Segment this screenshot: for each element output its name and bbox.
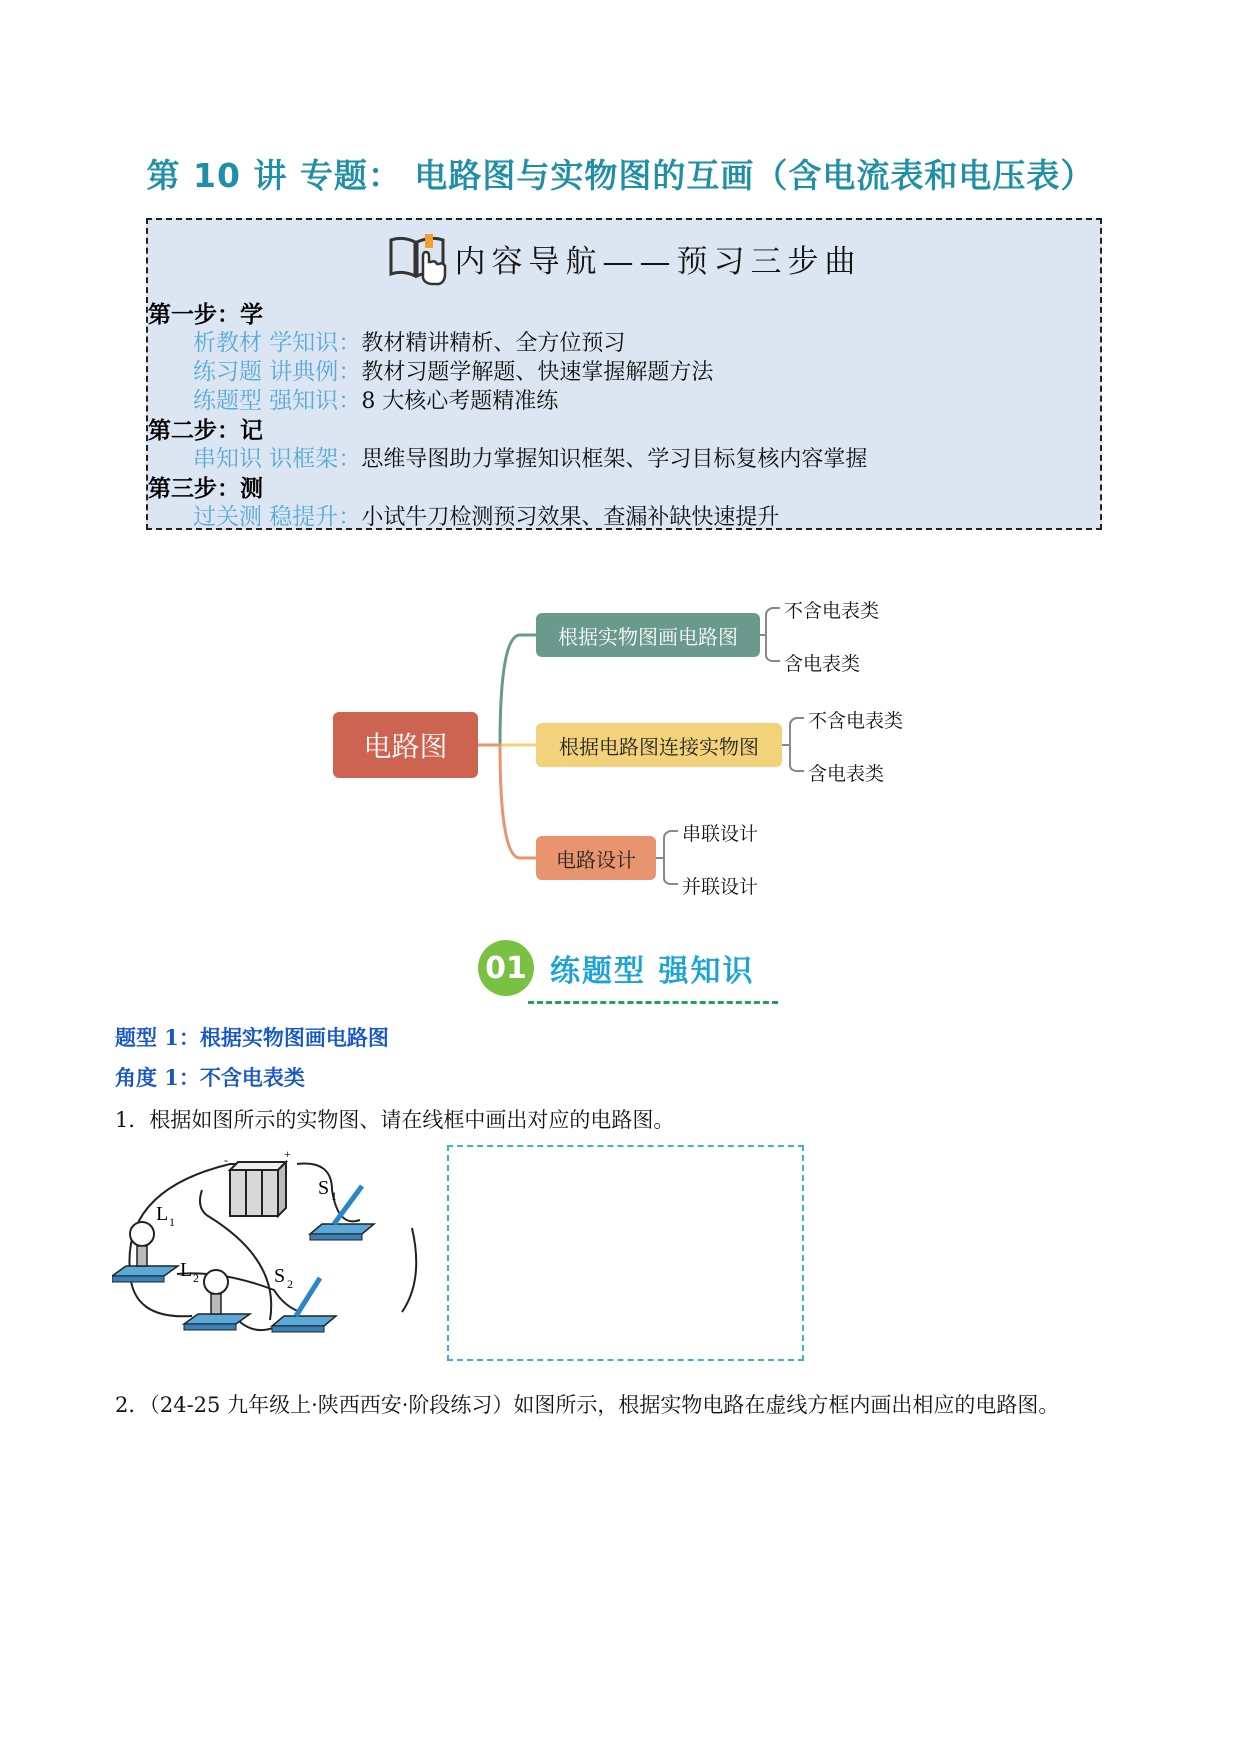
angle-heading: 角度 1：不含电表类 — [115, 1065, 305, 1090]
mind-root: 电路图 — [333, 712, 478, 778]
label-s2-sub: 2 — [287, 1277, 293, 1291]
mind-leaf-1-1: 不含电表类 — [784, 600, 880, 622]
circuit-figure — [112, 1150, 432, 1350]
label-s2: S — [274, 1265, 286, 1287]
book-hand-icon — [387, 230, 449, 286]
label-l2: L — [180, 1259, 193, 1281]
section-badge — [478, 940, 778, 1010]
label-s1: S — [318, 1177, 330, 1199]
step-1-item-2: 练习题 讲典例：教材习题学解题、快速掌握解题方法 — [193, 359, 714, 385]
answer-box[interactable] — [447, 1145, 804, 1361]
question-type-heading: 题型 1：根据实物图画电路图 — [115, 1025, 389, 1050]
battery-minus: - — [224, 1153, 228, 1167]
battery-plus: + — [284, 1150, 291, 1161]
mind-branch-2: 根据电路图连接实物图 — [536, 723, 782, 767]
mind-leaf-3-1: 串联设计 — [682, 823, 759, 845]
nav-heading: 内容导航——预习三步曲 — [454, 243, 862, 280]
section-title: 练题型 强知识 — [550, 954, 755, 989]
mind-branch-3: 电路设计 — [536, 836, 656, 880]
question-1: 1．根据如图所示的实物图、请在线框中画出对应的电路图。 — [115, 1108, 675, 1132]
content-navigation-box — [146, 218, 1102, 530]
section-number: 01 — [478, 940, 534, 996]
step-2-item-1: 串知识 识框架：思维导图助力掌握知识框架、学习目标复核内容掌握 — [193, 446, 868, 472]
question-2: 2．（24-25 九年级上·陕西西安·阶段练习）如图所示，根据实物电路在虚线方框内画出相应的电路图。 — [115, 1393, 1060, 1417]
mind-leaf-2-2: 含电表类 — [808, 763, 885, 785]
step-1-label: 第一步：学 — [148, 301, 263, 328]
step-1-item-3: 练题型 强知识：8 大核心考题精准练 — [193, 388, 559, 414]
nav-header — [148, 228, 1100, 288]
page-title: 第 10 讲 专题： 电路图与实物图的互画（含电流表和电压表） — [146, 156, 1095, 195]
mind-leaf-1-2: 含电表类 — [784, 653, 861, 675]
mind-branch-1: 根据实物图画电路图 — [536, 613, 760, 657]
step-3-label: 第三步：测 — [148, 475, 263, 502]
step-3-item-1: 过关测 稳提升：小试牛刀检测预习效果、查漏补缺快速提升 — [193, 504, 780, 530]
step-1-item-1: 析教材 学知识：教材精讲精析、全方位预习 — [193, 330, 626, 356]
label-l1: L — [156, 1203, 169, 1225]
label-l1-sub: 1 — [169, 1215, 175, 1229]
mind-map — [0, 590, 1241, 910]
mind-leaf-3-2: 并联设计 — [682, 876, 759, 898]
label-l2-sub: 2 — [193, 1271, 199, 1285]
nav-steps — [148, 300, 867, 532]
section-underline — [528, 1001, 778, 1004]
mind-leaf-2-1: 不含电表类 — [808, 710, 904, 732]
step-2-label: 第二步：记 — [148, 417, 263, 444]
label-s1-sub: 1 — [331, 1189, 337, 1203]
